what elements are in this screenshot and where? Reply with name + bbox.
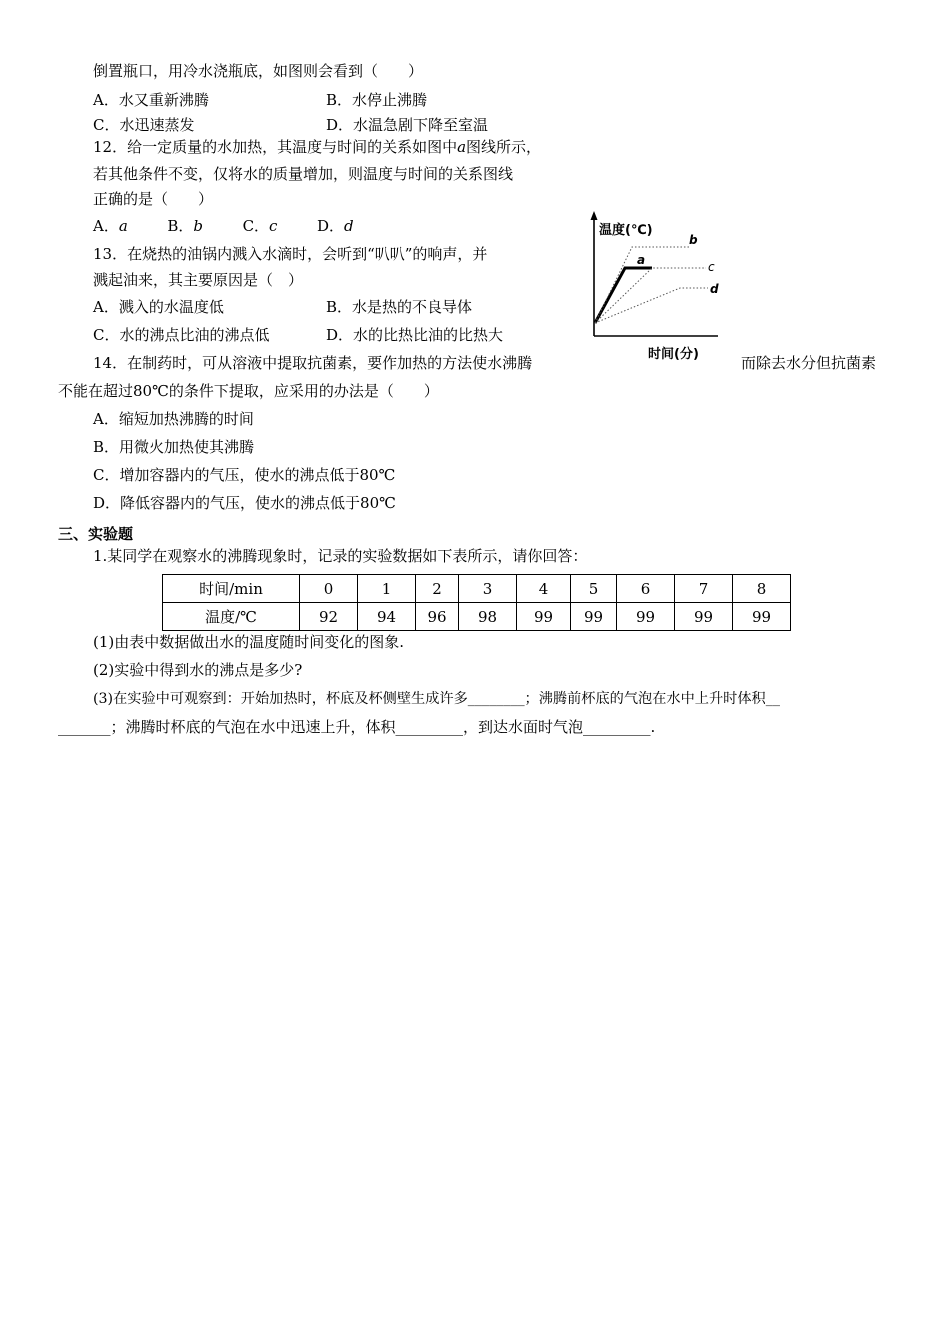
table-cell: 99 — [733, 603, 791, 631]
q13-option-c: C．水的沸点比油的沸点低 — [93, 326, 270, 344]
q13-option-a: A．溅入的水温度低 — [93, 298, 224, 316]
table-cell: 98 — [459, 603, 517, 631]
table-cell: 96 — [416, 603, 459, 631]
section3-q1-intro: 1.某同学在观察水的沸腾现象时，记录的实验数据如下表所示，请你回答： — [93, 547, 588, 565]
curve-label-a: a — [637, 253, 646, 267]
table-cell: 2 — [416, 575, 459, 603]
table-cell: 7 — [675, 575, 733, 603]
table-cell: 8 — [733, 575, 791, 603]
table-header-time: 时间/min — [163, 575, 300, 603]
q12-line1-pre: 12．给一定质量的水加热，其温度与时间的关系如图中 — [93, 138, 458, 156]
q12-line2: 若其他条件不变，仅将水的质量增加，则温度与时间的关系图线 — [93, 165, 514, 183]
table-cell: 0 — [300, 575, 358, 603]
q14-option-d: D．降低容器内的气压，使水的沸点低于80℃ — [93, 494, 396, 512]
q12-options — [93, 216, 354, 236]
table-cell: 6 — [617, 575, 675, 603]
table-cell: 99 — [617, 603, 675, 631]
table-cell: 99 — [517, 603, 571, 631]
q12-option-b: B．b — [167, 217, 203, 235]
table-cell: 4 — [517, 575, 571, 603]
q13-line1: 13．在烧热的油锅内溅入水滴时，会听到“叭叭”的响声，并 — [93, 245, 488, 263]
table-cell: 99 — [675, 603, 733, 631]
q13-option-b: B．水是热的不良导体 — [326, 298, 473, 316]
q12-line3: 正确的是（ ） — [93, 190, 214, 208]
curve-label-c: c — [708, 260, 715, 274]
q12-line1-var: a — [457, 138, 467, 156]
section3-sub1: (1)由表中数据做出水的温度随时间变化的图象. — [93, 633, 405, 651]
table-cell: 5 — [571, 575, 617, 603]
q14-option-c: C．增加容器内的气压，使水的沸点低于80℃ — [93, 466, 396, 484]
q14-line1-right: 而除去水分但抗菌素 — [741, 354, 877, 372]
q11-stem: 倒置瓶口，用冷水浇瓶底，如图则会看到（ ） — [93, 62, 424, 80]
x-axis-label: 时间(分) — [648, 347, 699, 362]
table-row-temperature — [163, 603, 791, 631]
q11-option-b: B．水停止沸腾 — [326, 91, 428, 109]
table-cell: 94 — [358, 603, 416, 631]
q12-option-a: A．a — [93, 217, 128, 235]
q11-option-d: D．水温急剧下降至室温 — [326, 116, 489, 134]
q14-option-a: A．缩短加热沸腾的时间 — [93, 410, 254, 428]
q11-option-a: A．水又重新沸腾 — [93, 91, 209, 109]
section3-sub2: (2)实验中得到水的沸点是多少? — [93, 661, 303, 679]
table-cell: 92 — [300, 603, 358, 631]
q14-option-b: B．用微火加热使其沸腾 — [93, 438, 255, 456]
table-cell: 99 — [571, 603, 617, 631]
curve-label-b: b — [689, 233, 698, 247]
section3-sub3-line1: (3)在实验中可观察到：开始加热时，杯底及杯侧壁生成许多________；沸腾前杯底的气泡在水中上升时体积__ — [93, 691, 780, 707]
data-table — [162, 574, 791, 631]
q12-option-d: D．d — [317, 217, 354, 235]
q12-line1 — [93, 137, 541, 157]
table-cell: 3 — [459, 575, 517, 603]
q11-option-c: C．水迅速蒸发 — [93, 116, 195, 134]
temperature-time-figure — [580, 208, 730, 364]
q13-option-d: D．水的比热比油的比热大 — [326, 326, 504, 344]
table-cell: 1 — [358, 575, 416, 603]
q12-option-c: C．c — [242, 217, 278, 235]
table-header-temperature: 温度/℃ — [163, 603, 300, 631]
q14-line2: 不能在超过80℃的条件下提取，应采用的办法是（ ） — [58, 382, 439, 400]
table-row-time — [163, 575, 791, 603]
curve-label-d: d — [710, 282, 719, 296]
q14-line1-left: 14．在制药时，可从溶液中提取抗菌素，要作加热的方法使水沸腾 — [93, 354, 533, 372]
y-axis-label: 温度(℃) — [599, 223, 653, 238]
q12-line1-post: 图线所示， — [466, 138, 542, 156]
y-axis-arrow — [591, 211, 598, 220]
section3-sub3-line2: _______；沸腾时杯底的气泡在水中迅速上升，体积_________，到达水面时气泡_________. — [58, 718, 656, 736]
section3-heading: 三、实验题 — [58, 525, 134, 543]
q13-line2: 溅起油来，其主要原因是（ ） — [93, 271, 304, 289]
